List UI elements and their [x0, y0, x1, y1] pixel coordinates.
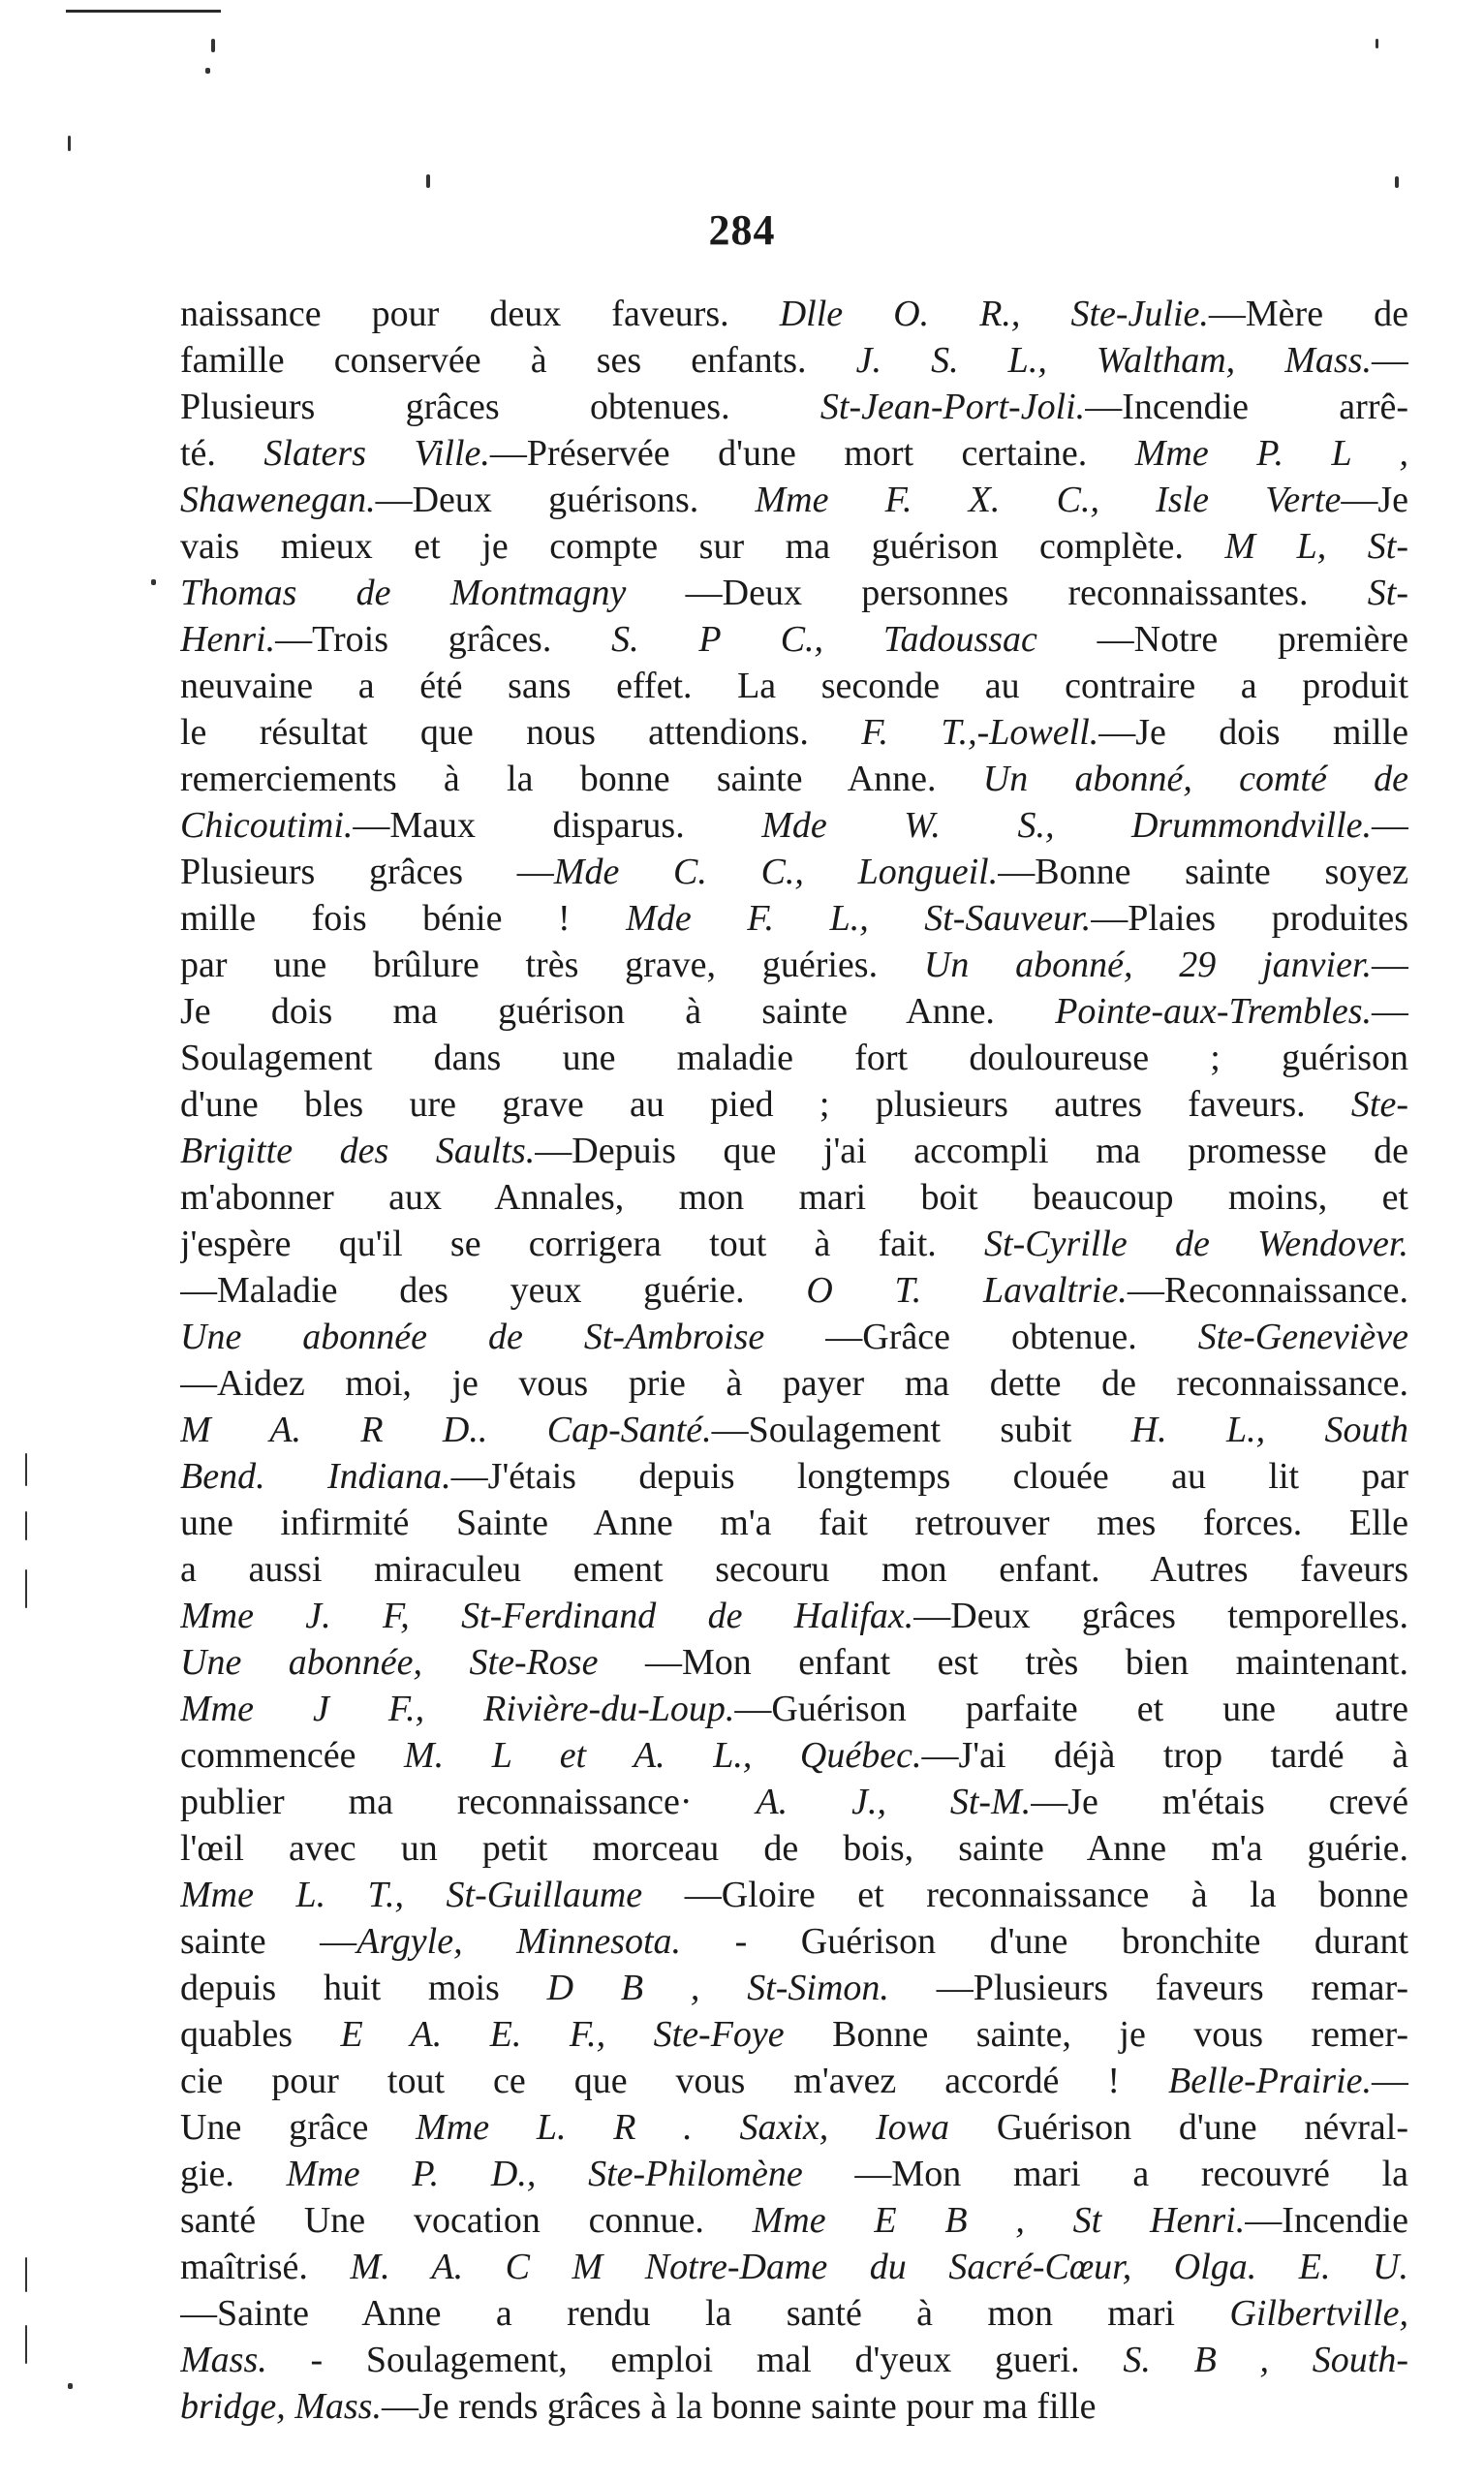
- text-run: vais mieux et je compte sur ma guérison complète.: [180, 526, 1225, 567]
- text-run: —Sainte Anne a rendu la santé à mon mari: [180, 2293, 1230, 2334]
- text-line: [180, 2383, 1408, 2430]
- text-line: [180, 942, 1408, 988]
- margin-speck: [68, 2383, 73, 2389]
- italic-reference: Gilbertville,: [1229, 2293, 1408, 2334]
- italic-reference: Dlle O. R., Ste-Julie.: [779, 294, 1209, 334]
- margin-speck: [151, 579, 156, 585]
- margin-speck: [1376, 39, 1378, 48]
- text-line: [180, 1593, 1408, 1639]
- italic-reference: H. L., South: [1130, 1410, 1408, 1450]
- text-run: —Grâce obtenue.: [764, 1317, 1198, 1357]
- italic-reference: Mde W. S., Drummondville.: [761, 805, 1372, 846]
- text-run: —: [1372, 805, 1408, 846]
- body-text: [180, 291, 1408, 2430]
- text-line: [180, 1174, 1408, 1221]
- italic-reference: Mme J. F, St-Ferdinand de Halifax.: [180, 1596, 914, 1636]
- text-line: [180, 1546, 1408, 1593]
- text-run: m'abonner aux Annales, mon mari boit beaucoup moins, et: [180, 1177, 1408, 1218]
- italic-reference: M A. R D.. Cap-Santé.: [180, 1410, 712, 1450]
- text-run: —J'ai déjà trop tardé à: [921, 1735, 1408, 1776]
- text-run: j'espère qu'il se corrigera tout à fait.: [180, 1224, 985, 1264]
- italic-reference: F. T.,-Lowell.: [861, 712, 1099, 753]
- italic-reference: S. B , South-: [1123, 2340, 1408, 2380]
- text-run: —Gloire et reconnaissance à la bonne: [642, 1875, 1408, 1915]
- text-line: [180, 523, 1408, 570]
- italic-reference: M. A. C M Notre-Dame du Sacré-Cœur, Olga. E. U.: [350, 2247, 1408, 2287]
- italic-reference: Mme P. D., Ste-Philomène: [286, 2154, 803, 2194]
- text-line: [180, 1407, 1408, 1453]
- text-line: [180, 1128, 1408, 1174]
- text-run: Une grâce: [180, 2107, 417, 2148]
- italic-reference: Mme P. L ,: [1134, 433, 1408, 474]
- text-line: [180, 1825, 1408, 1872]
- italic-reference: Mass.: [180, 2340, 267, 2380]
- text-run: —Deux grâces temporelles.: [913, 1596, 1408, 1636]
- italic-reference: Mme L. T., St-Guillaume: [180, 1875, 643, 1915]
- margin-speck: [25, 2325, 27, 2364]
- italic-reference: Un abonné, 29 janvier.: [923, 945, 1373, 985]
- text-run: —: [1372, 2061, 1408, 2101]
- margin-speck: [426, 174, 430, 188]
- italic-reference: E A. E. F., Ste-Foye: [340, 2014, 785, 2055]
- italic-reference: Mme J F., Rivière-du-Loup.: [180, 1689, 735, 1729]
- top-rule: [66, 10, 221, 13]
- italic-reference: D B , St-Simon.: [546, 1968, 889, 2008]
- text-line: [180, 1686, 1408, 1732]
- text-line: [180, 1221, 1408, 1267]
- italic-reference: M L, St-: [1224, 526, 1408, 567]
- text-run: cie pour tout ce que vous m'avez accordé !: [180, 2061, 1169, 2101]
- text-run: publier ma reconnaissance·: [180, 1782, 757, 1822]
- italic-reference: Thomas de Montmagny: [180, 573, 627, 613]
- italic-reference: Henri.: [180, 619, 276, 660]
- text-line: [180, 291, 1408, 337]
- italic-reference: bridge, Mass.: [180, 2386, 382, 2427]
- italic-reference: Mme L. R . Saxix, Iowa: [416, 2107, 950, 2148]
- text-run: mille fois bénie !: [180, 898, 627, 939]
- text-run: le résultat que nous attendions.: [180, 712, 862, 753]
- text-run: —Trois grâces.: [275, 619, 612, 660]
- text-run: —Guérison parfaite et une autre: [734, 1689, 1408, 1729]
- text-line: [180, 570, 1408, 616]
- text-line: [180, 1965, 1408, 2011]
- italic-reference: St-Cyrille de Wendover.: [984, 1224, 1408, 1264]
- italic-reference: M. L et A. L., Québec.: [404, 1735, 922, 1776]
- text-line: [180, 1639, 1408, 1686]
- text-run: —J'étais depuis longtemps clouée au lit par: [450, 1456, 1408, 1497]
- text-run: commencée: [180, 1735, 404, 1776]
- page-number: 284: [708, 206, 776, 254]
- text-line: [180, 337, 1408, 384]
- text-run: —Je dois mille: [1098, 712, 1408, 753]
- margin-speck: [205, 68, 210, 74]
- text-line: [180, 849, 1408, 895]
- italic-reference: J. S. L., Waltham, Mass.: [855, 340, 1372, 381]
- text-run: Plusieurs grâces obtenues.: [180, 387, 820, 427]
- text-run: —Plusieurs faveurs remar-: [888, 1968, 1408, 2008]
- text-line: [180, 1267, 1408, 1314]
- text-run: —Mon enfant est très bien maintenant.: [598, 1642, 1408, 1683]
- text-run: quables: [180, 2014, 341, 2055]
- text-line: [180, 802, 1408, 849]
- text-run: Guérison d'une névral-: [949, 2107, 1408, 2148]
- text-run: —Deux personnes reconnaissantes.: [626, 573, 1368, 613]
- text-run: —: [1372, 945, 1408, 985]
- text-run: —Mon mari a recouvré la: [802, 2154, 1408, 2194]
- text-run: Je dois ma guérison à sainte Anne.: [180, 991, 1056, 1032]
- italic-reference: Ste-: [1350, 1084, 1408, 1125]
- text-line: [180, 2197, 1408, 2244]
- italic-reference: St-: [1367, 573, 1408, 613]
- text-run: —Plaies produites: [1091, 898, 1408, 939]
- text-run: Soulagement dans une maladie fort douloureuse ; guérison: [180, 1038, 1408, 1078]
- italic-reference: Une abonnée de St-Ambroise: [180, 1317, 765, 1357]
- text-run: —Deux guérisons.: [375, 480, 756, 520]
- text-run: —Bonne sainte soyez: [998, 852, 1408, 892]
- text-line: [180, 1314, 1408, 1360]
- text-run: par une brûlure très grave, guéries.: [180, 945, 924, 985]
- italic-reference: A. J., St-M.: [756, 1782, 1032, 1822]
- text-line: [180, 1035, 1408, 1081]
- text-line: [180, 663, 1408, 709]
- margin-speck: [25, 1569, 27, 1608]
- italic-reference: Bend. Indiana.: [180, 1456, 451, 1497]
- text-run: —Je m'étais crevé: [1031, 1782, 1408, 1822]
- text-run: —Préservée d'une mort certaine.: [489, 433, 1135, 474]
- italic-reference: O T. Lavaltrie.: [806, 1270, 1128, 1311]
- text-run: —Je: [1341, 480, 1408, 520]
- text-run: depuis huit mois: [180, 1968, 547, 2008]
- italic-reference: Mme E B , St Henri.: [752, 2200, 1246, 2241]
- italic-reference: Pointe-aux-Trembles.: [1055, 991, 1372, 1032]
- text-line: [180, 2151, 1408, 2197]
- text-run: —Maux disparus.: [353, 805, 762, 846]
- margin-speck: [25, 2257, 27, 2292]
- text-run: - Guérison d'une bronchite durant: [681, 1921, 1408, 1962]
- text-line: [180, 2011, 1408, 2058]
- text-run: —Incendie: [1245, 2200, 1408, 2241]
- text-run: une infirmité Sainte Anne m'a fait retrouver mes forces. Elle: [180, 1503, 1408, 1543]
- margin-speck: [25, 1511, 27, 1540]
- italic-reference: Belle-Prairie.: [1168, 2061, 1372, 2101]
- text-line: [180, 1918, 1408, 1965]
- text-line: [180, 756, 1408, 802]
- text-run: té.: [180, 433, 264, 474]
- text-line: [180, 2290, 1408, 2337]
- text-line: [180, 2244, 1408, 2290]
- text-line: [180, 1732, 1408, 1779]
- text-run: —Mère de: [1208, 294, 1408, 334]
- text-run: —Je rends grâces à la bonne sainte pour ma fille: [381, 2386, 1097, 2427]
- text-line: [180, 1453, 1408, 1500]
- italic-reference: Slaters Ville.: [263, 433, 490, 474]
- text-line: [180, 709, 1408, 756]
- italic-reference: Shawenegan.: [180, 480, 376, 520]
- text-run: naissance pour deux faveurs.: [180, 294, 780, 334]
- text-run: sainte —: [180, 1921, 357, 1962]
- margin-speck: [1395, 176, 1399, 188]
- text-run: Bonne sainte, je vous remer-: [784, 2014, 1408, 2055]
- text-line: [180, 1360, 1408, 1407]
- text-run: —: [1372, 340, 1408, 381]
- text-line: [180, 1081, 1408, 1128]
- text-run: —Depuis que j'ai accompli ma promesse de: [535, 1131, 1408, 1171]
- italic-reference: Brigitte des Saults.: [180, 1131, 536, 1171]
- italic-reference: S. P C., Tadoussac: [611, 619, 1037, 660]
- margin-speck: [68, 136, 71, 151]
- italic-reference: Chicoutimi.: [180, 805, 354, 846]
- text-run: —Soulagement subit: [711, 1410, 1131, 1450]
- text-run: —Reconnaissance.: [1127, 1270, 1408, 1311]
- text-line: [180, 2104, 1408, 2151]
- text-run: santé Une vocation connue.: [180, 2200, 753, 2241]
- text-run: famille conservée à ses enfants.: [180, 340, 856, 381]
- text-run: —: [1372, 991, 1408, 1032]
- text-line: [180, 2337, 1408, 2383]
- italic-reference: Mde F. L., St-Sauveur.: [626, 898, 1092, 939]
- text-run: —Incendie arrê-: [1085, 387, 1408, 427]
- text-run: gie.: [180, 2154, 287, 2194]
- italic-reference: Mde C. C., Longueil.: [553, 852, 999, 892]
- text-run: —Aidez moi, je vous prie à payer ma dette de reconnaissance.: [180, 1363, 1408, 1404]
- text-run: a aussi miraculeu ement secouru mon enfant. Autres faveurs: [180, 1549, 1408, 1590]
- italic-reference: St-Jean-Port-Joli.: [819, 387, 1086, 427]
- italic-reference: Argyle, Minnesota.: [356, 1921, 682, 1962]
- text-run: —Maladie des yeux guérie.: [180, 1270, 807, 1311]
- text-line: [180, 1779, 1408, 1825]
- text-line: [180, 895, 1408, 942]
- italic-reference: Une abonnée, Ste-Rose: [180, 1642, 599, 1683]
- text-run: Plusieurs grâces —: [180, 852, 554, 892]
- text-line: [180, 384, 1408, 430]
- text-line: [180, 616, 1408, 663]
- text-run: —Notre première: [1036, 619, 1408, 660]
- text-line: [180, 988, 1408, 1035]
- text-run: d'une bles ure grave au pied ; plusieurs autres faveurs.: [180, 1084, 1351, 1125]
- text-run: - Soulagement, emploi mal d'yeux gueri.: [266, 2340, 1124, 2380]
- italic-reference: Un abonné, comté de: [982, 759, 1408, 799]
- text-line: [180, 1872, 1408, 1918]
- text-run: l'œil avec un petit morceau de bois, sainte Anne m'a guérie.: [180, 1828, 1408, 1869]
- italic-reference: Mme F. X. C., Isle Verte: [755, 480, 1342, 520]
- text-run: remerciements à la bonne sainte Anne.: [180, 759, 983, 799]
- margin-speck: [25, 1453, 27, 1486]
- margin-speck: [211, 39, 215, 52]
- text-line: [180, 1500, 1408, 1546]
- text-run: neuvaine a été sans effet. La seconde au contraire a produit: [180, 666, 1408, 706]
- text-line: [180, 430, 1408, 477]
- text-line: [180, 2058, 1408, 2104]
- italic-reference: Ste-Geneviève: [1197, 1317, 1408, 1357]
- text-line: [180, 477, 1408, 523]
- text-run: maîtrisé.: [180, 2247, 351, 2287]
